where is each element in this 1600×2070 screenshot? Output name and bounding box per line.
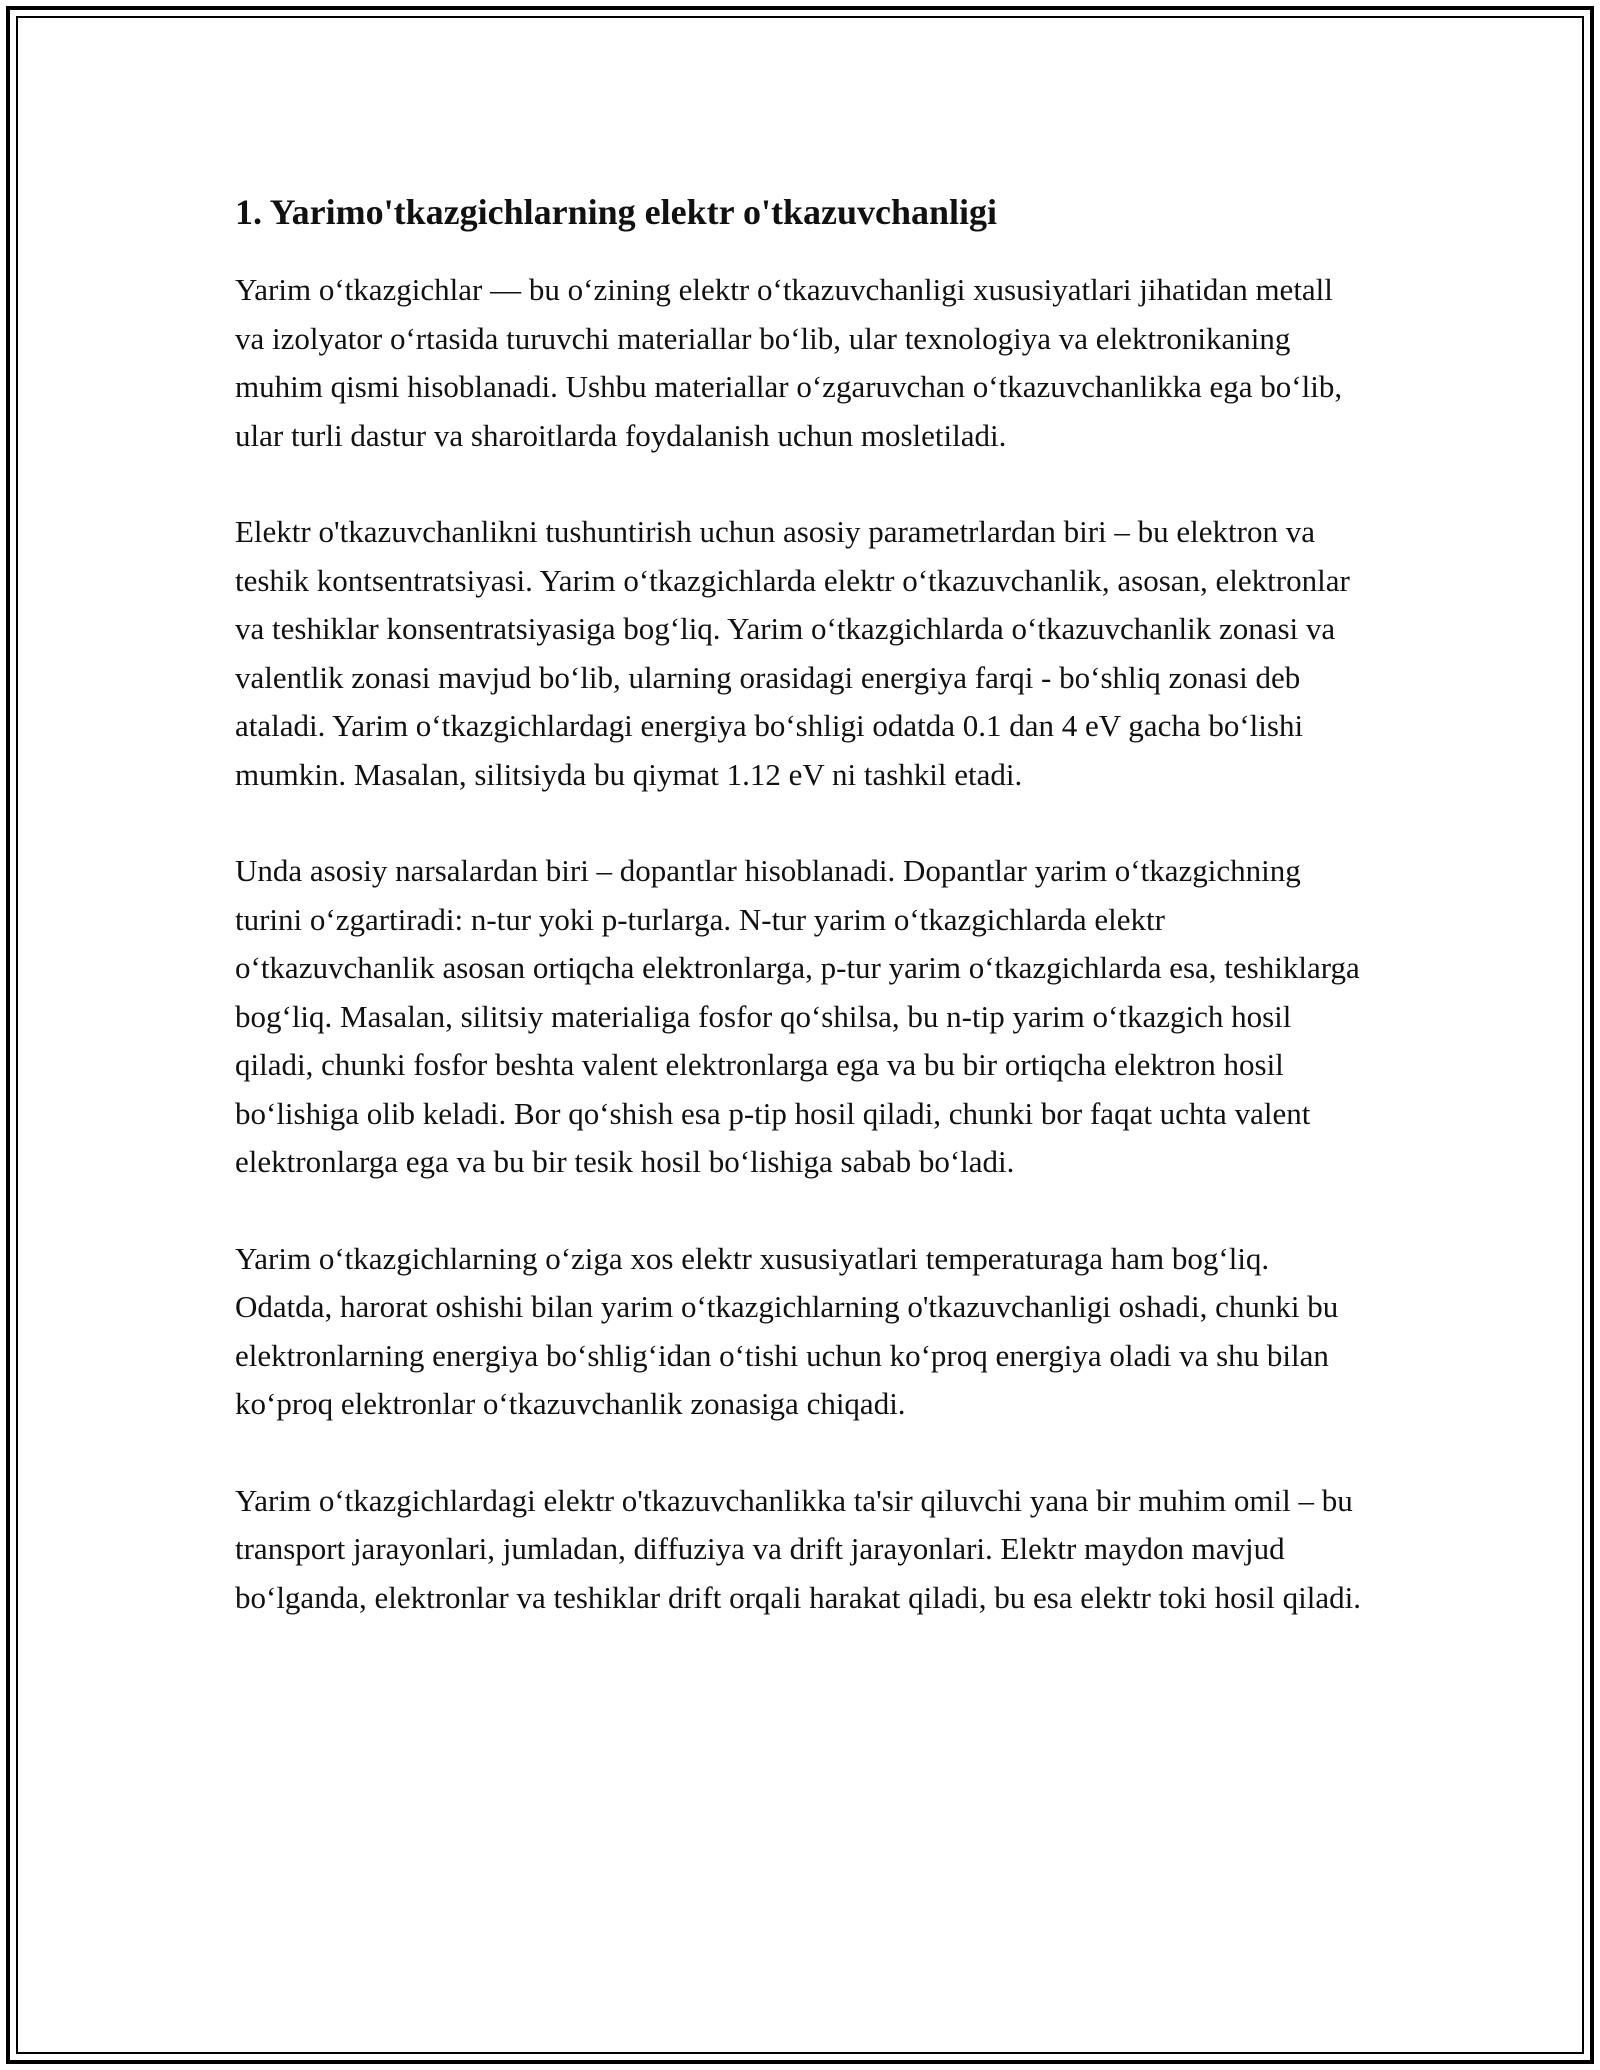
paragraph-4: Yarim o‘tkazgichlarning o‘ziga xos elektr xususiyatlari temperaturaga ham bog‘liq. Odatda, harorat oshishi bilan yarim o‘tkazgichlarning o'tkazuvchanligi oshadi, chunki bu elektronlarning energiya bo‘shlig‘idan o‘tishi uchun ko‘proq energiya oladi va shu bilan ko‘proq elektronlar o‘tkazuvchanlik zonasiga chiqadi. [235, 1240, 1339, 1421]
paragraph-3: Unda asosiy narsalardan biri – dopantlar hisoblanadi. Dopantlar yarim o‘tkazgichning turini o‘zgartiradi: n-tur yoki p-turlarga. N-tur yarim o‘tkazgichlarda elektr o‘tkazuvchanlik asosan ortiqcha elektronlarga, p-tur yarim o‘tkazgichlarda esa, teshiklarga bog‘liq. Masalan, silitsiy materialiga fosfor qo‘shilsa, bu n-tip yarim o‘tkazgich hosil qiladi, chunki fosfor beshta valent elektronlarga ega va bu bir ortiqcha elektron hosil bo‘lishiga olib keladi. Bor qo‘shish esa p-tip hosil qiladi, chunki bor faqat uchta valent elektronlarga ega va bu bir tesik hosil bo‘lishiga sabab bo‘ladi. [235, 853, 1360, 1179]
paragraph-2: Elektr o'tkazuvchanlikni tushuntirish uchun asosiy parametrlardan biri – bu elektron va teshik kontsentratsiyasi. Yarim o‘tkazgichlarda elektr o‘tkazuvchanlik, asosan, elektronlar va teshiklar konsentratsiyasiga bog‘liq. Yarim o‘tkazgichlarda o‘tkazuvchanlik zonasi va valentlik zonasi mavjud bo‘lib, ularning orasidagi energiya farqi - bo‘shliq zonasi deb ataladi. Yarim o‘tkazgichlardagi energiya bo‘shligi odatda 0.1 dan 4 eV gacha bo‘lishi mumkin. Masalan, silitsiyda bu qiymat 1.12 eV ni tashkil etadi. [235, 514, 1350, 792]
paragraph-1: Yarim o‘tkazgichlar — bu o‘zining elektr o‘tkazuvchanligi xususiyatlari jihatidan metall va izolyator o‘rtasida turuvchi materiallar bo‘lib, ular texnologiya va elektronikaning muhim qismi hisoblanadi. Ushbu materiallar o‘zgaruvchan o‘tkazuvchanlikka ega bo‘lib, ular turli dastur va sharoitlarda foydalanish uchun mosletiladi. [235, 272, 1343, 453]
section-heading: 1. Yarimo'tkazgichlarning elektr o'tkazuvchanligi [235, 192, 997, 232]
document-page [235, 188, 1365, 1670]
paragraph-5: Yarim o‘tkazgichlardagi elektr o'tkazuvchanlikka ta'sir qiluvchi yana bir muhim omil – bu transport jarayonlari, jumladan, diffuziya va drift jarayonlari. Elektr maydon mavjud bo‘lganda, elektronlar va teshiklar drift orqali harakat qiladi, bu esa elektr toki hosil qiladi. [235, 1482, 1361, 1615]
